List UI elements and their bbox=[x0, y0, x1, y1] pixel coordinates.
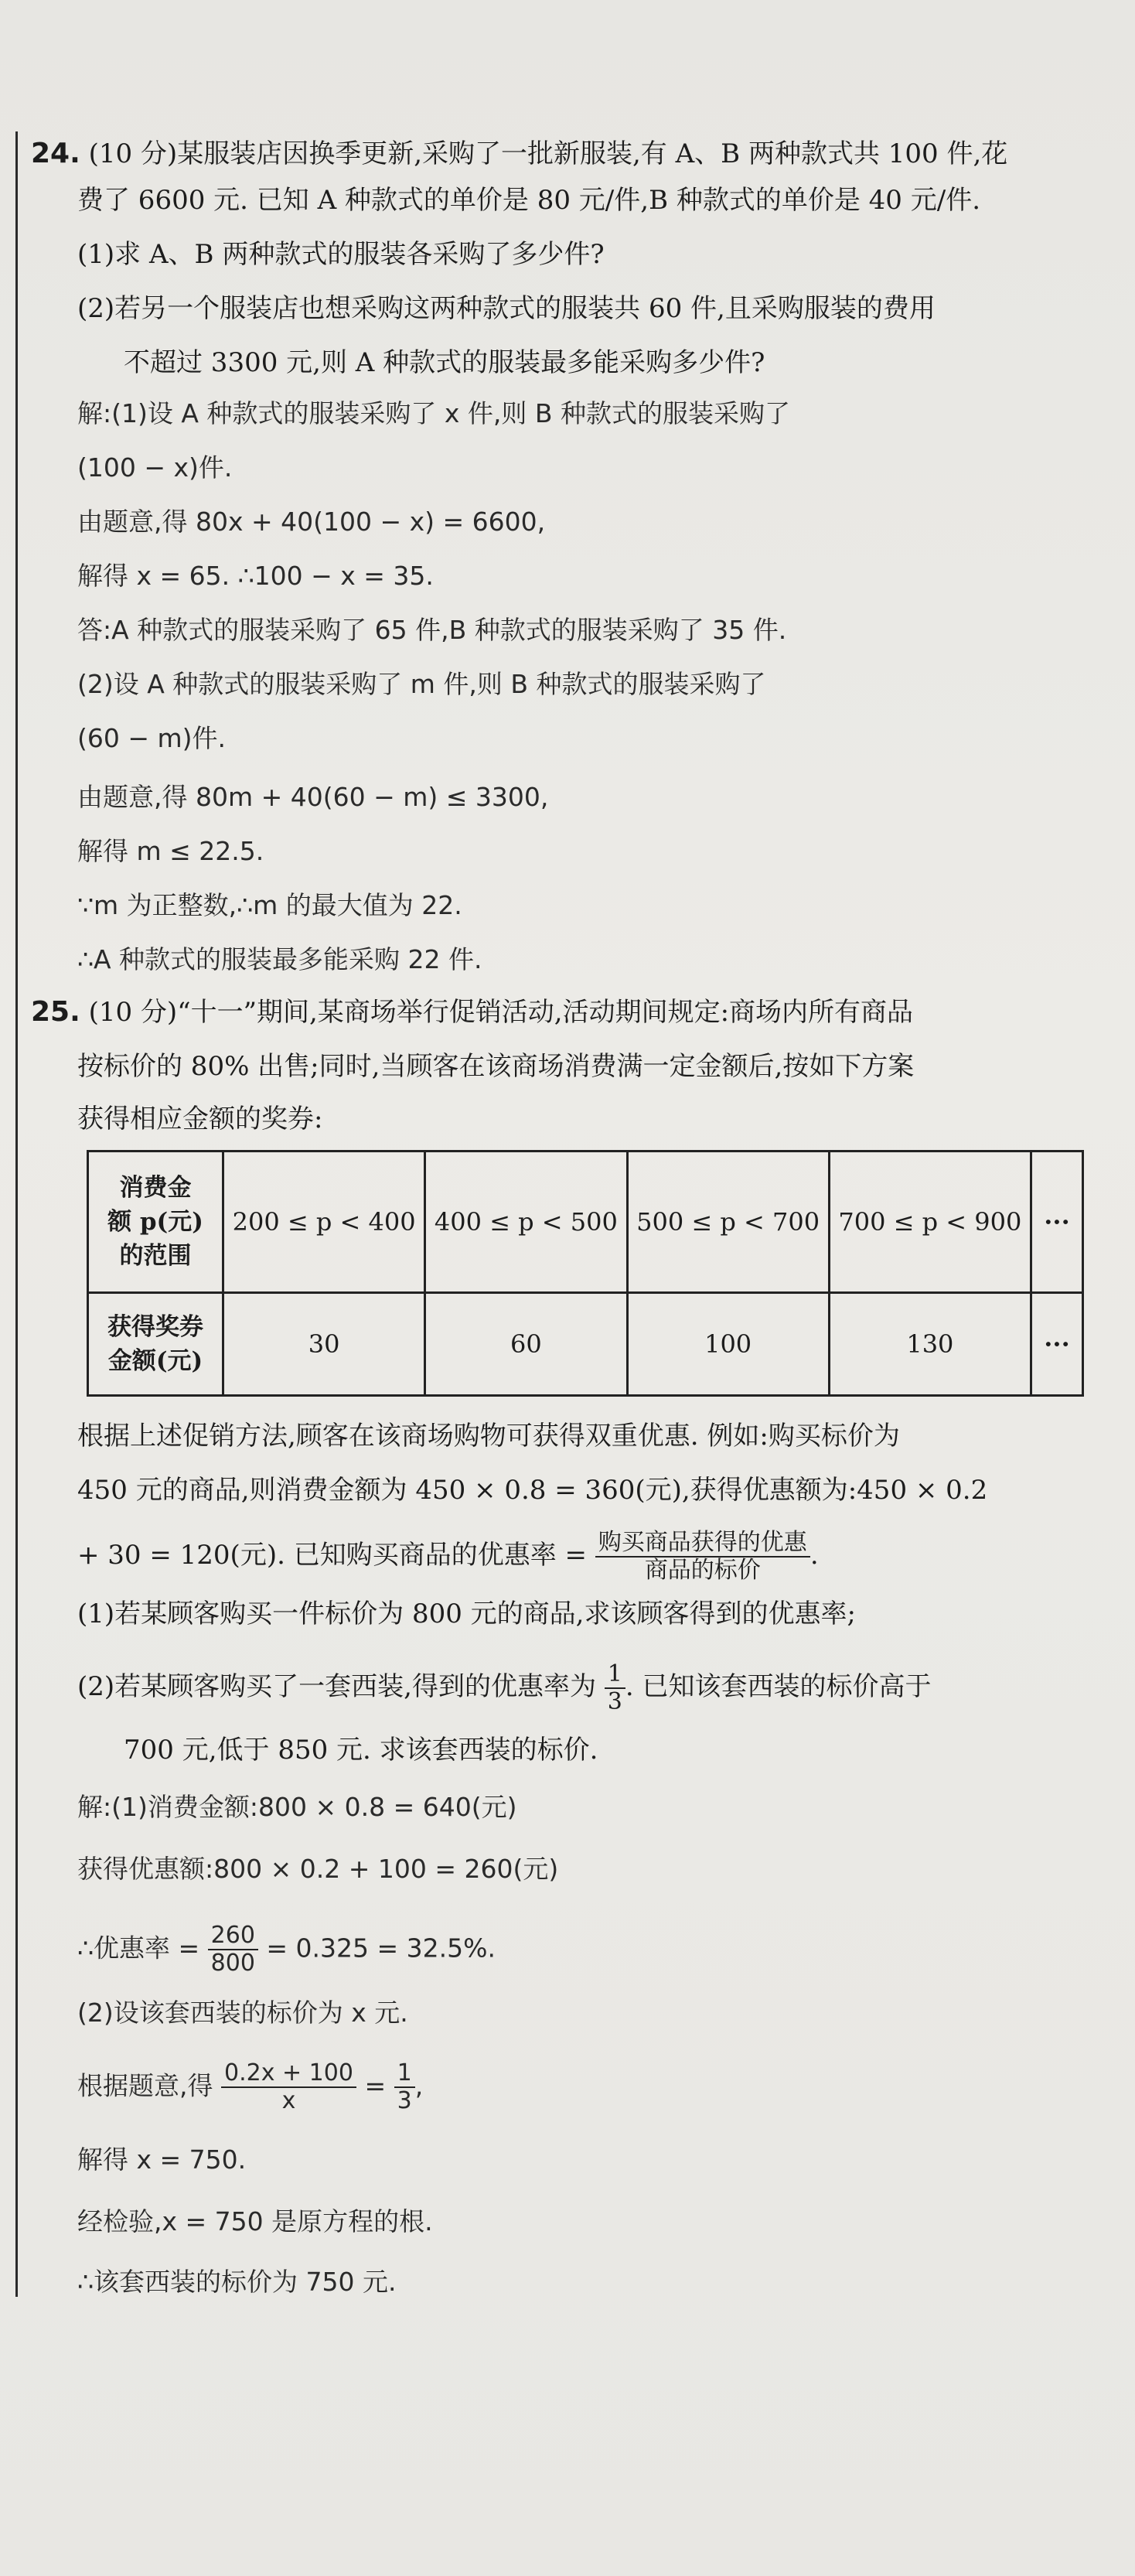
award-cell: 130 bbox=[829, 1293, 1031, 1396]
award-cell: 100 bbox=[627, 1293, 829, 1396]
q25-solution-line: 解:(1)消费金额:800 × 0.8 = 640(元) bbox=[77, 1792, 517, 1822]
q25-explain-line2: 450 元的商品,则消费金额为 450 × 0.8 = 360(元),获得优惠额为:450 × 0.2 bbox=[77, 1475, 988, 1506]
margin-rule bbox=[15, 131, 18, 2297]
q25-solution-line: ∴该套西装的标价为 750 元. bbox=[77, 2267, 397, 2297]
q24-solution-line: 解:(1)设 A 种款式的服装采购了 x 件,则 B 种款式的服装采购了 bbox=[77, 398, 791, 428]
award-table-amount-row bbox=[88, 1293, 1083, 1396]
q24-solution-line: (100 − x)件. bbox=[77, 452, 233, 483]
q25-stem-line3: 获得相应金额的奖券: bbox=[77, 1104, 323, 1134]
award-header-cell: 获得奖券 金额(元) bbox=[88, 1293, 223, 1396]
q24-number: 24. bbox=[31, 138, 80, 169]
q25-number: 25. bbox=[31, 996, 80, 1028]
q24-solution-line: 答:A 种款式的服装采购了 65 件,B 种款式的服装采购了 35 件. bbox=[77, 615, 787, 645]
q25-solution-line: ∴优惠率 = $\frac{260}{800}$ = 0.325 = 32.5%. bbox=[77, 1922, 496, 1977]
q25-solution-line: 获得优惠额:800 × 0.2 + 100 = 260(元) bbox=[77, 1854, 559, 1884]
q24-part2-line2: 不超过 3300 元,则 A 种款式的服装最多能采购多少件? bbox=[124, 347, 765, 378]
q24-part2-line1: (2)若另一个服装店也想采购这两种款式的服装共 60 件,且采购服装的费用 bbox=[77, 293, 936, 324]
q24-stem-line1: 24. (10 分)某服装店因换季更新,采购了一批新服装,有 A、B 两种款式共 100 件,花 bbox=[31, 138, 1008, 169]
q24-solution-line: (60 − m)件. bbox=[77, 723, 227, 753]
award-cell: 60 bbox=[425, 1293, 627, 1396]
q24-solution-line: 由题意,得 80x + 40(100 − x) = 6600, bbox=[77, 507, 546, 537]
equation-fraction: $\frac{0.2x + 100}{x}$ bbox=[221, 2060, 356, 2114]
q25-part2-line1: (2)若某顾客购买了一套西装,得到的优惠率为 $\frac{1}{3}$ . 已知该套西装的标价高于 bbox=[77, 1660, 932, 1715]
range-header-cell: 消费金 额 p(元) 的范围 bbox=[88, 1152, 223, 1293]
q25-explain-line3: + 30 = 120(元). 已知购买商品的优惠率 = $\frac{\text{购买商品获得的优惠}}{\text{商品的标价}}$ . bbox=[77, 1529, 819, 1584]
award-table-range-row bbox=[88, 1152, 1083, 1293]
range-cell: 200 ≤ p < 400 bbox=[223, 1152, 425, 1293]
rate-result-fraction: $\frac{260}{800}$ bbox=[208, 1923, 258, 1977]
q24-solution-line: 由题意,得 80m + 40(60 − m) ≤ 3300, bbox=[77, 782, 549, 812]
q24-solution-line: ∴A 种款式的服装最多能采购 22 件. bbox=[77, 944, 482, 974]
q24-stem-line2: 费了 6600 元. 已知 A 种款式的单价是 80 元/件,B 种款式的单价是 40 元/件. bbox=[77, 185, 981, 216]
equation-one-third-fraction: $\frac{1}{3}$ bbox=[394, 2060, 415, 2114]
ellipsis-cell: ··· bbox=[1031, 1293, 1083, 1396]
q24-solution-line: 解得 x = 65. ∴100 − x = 35. bbox=[77, 561, 434, 591]
q25-stem-line1: 25. (10 分)“十一”期间,某商场举行促销活动,活动期间规定:商场内所有商品 bbox=[31, 996, 914, 1028]
q24-solution-line: ∵m 为正整数,∴m 的最大值为 22. bbox=[77, 890, 462, 920]
q25-solution-line: (2)设该套西装的标价为 x 元. bbox=[77, 1998, 408, 2028]
q24-solution-line: 解得 m ≤ 22.5. bbox=[77, 836, 264, 866]
ellipsis-cell: ··· bbox=[1031, 1152, 1083, 1293]
range-cell: 500 ≤ p < 700 bbox=[627, 1152, 829, 1293]
award-table bbox=[87, 1150, 1084, 1397]
range-cell: 700 ≤ p < 900 bbox=[829, 1152, 1031, 1293]
q25-solution-line: 经检验,x = 750 是原方程的根. bbox=[77, 2206, 433, 2237]
award-cell: 30 bbox=[223, 1293, 425, 1396]
q25-solution-line: 根据题意,得 $\frac{0.2x + 100}{x}$ = $\frac{1}{3}$ , bbox=[77, 2059, 424, 2114]
one-third-fraction: $\frac{1}{3}$ bbox=[605, 1661, 625, 1715]
rate-fraction: $\frac{\text{购买商品获得的优惠}}{\text{商品的标价}}$ bbox=[595, 1530, 810, 1584]
q24-solution-line: (2)设 A 种款式的服装采购了 m 件,则 B 种款式的服装采购了 bbox=[77, 669, 766, 699]
q25-explain-line1: 根据上述促销方法,顾客在该商场购物可获得双重优惠. 例如:购买标价为 bbox=[77, 1421, 900, 1452]
q25-part1: (1)若某顾客购买一件标价为 800 元的商品,求该顾客得到的优惠率; bbox=[77, 1598, 856, 1629]
q25-part2-line2: 700 元,低于 850 元. 求该套西装的标价. bbox=[124, 1735, 598, 1766]
q25-stem-line2: 按标价的 80% 出售;同时,当顾客在该商场消费满一定金额后,按如下方案 bbox=[77, 1051, 915, 1082]
q24-part1: (1)求 A、B 两种款式的服装各采购了多少件? bbox=[77, 239, 605, 270]
q25-solution-line: 解得 x = 750. bbox=[77, 2144, 247, 2175]
range-cell: 400 ≤ p < 500 bbox=[425, 1152, 627, 1293]
